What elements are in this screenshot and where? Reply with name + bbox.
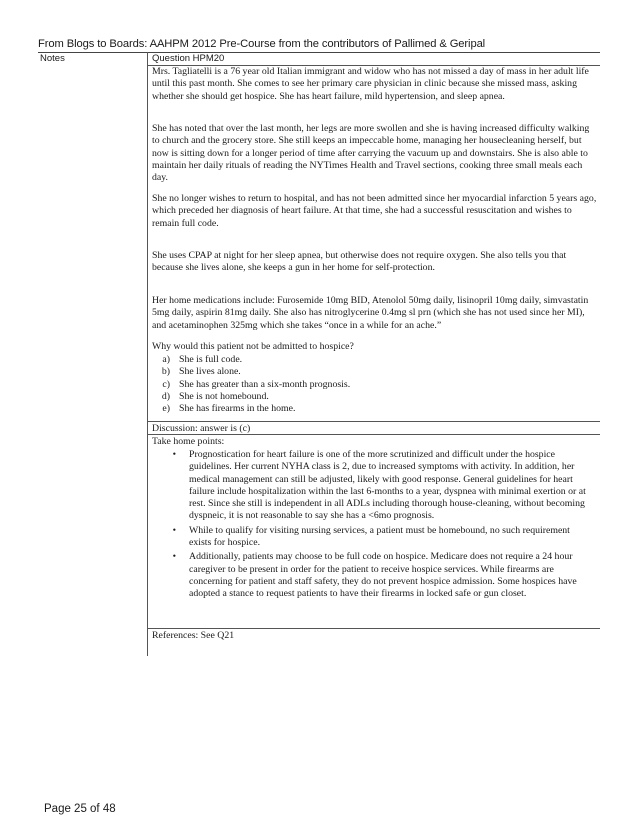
bullet-icon: • [172,551,176,563]
option-letter: b) [161,366,170,378]
option-text: She is full code. [179,354,243,365]
take-home-label: Take home points: [152,436,225,447]
column-divider [147,52,148,656]
notes-column-label: Notes [40,53,65,64]
bullet-icon: • [172,449,176,460]
page-number: Page 25 of 48 [44,803,116,815]
option-letter: a) [162,354,170,365]
document-title: From Blogs to Boards: AAHPM 2012 Pre-Course from the contributors of Pallimed & Geripal [38,38,486,50]
question-text: Why would this patient not be admitted to hospice? [152,341,354,352]
answer-options [152,354,350,415]
option-letter: c) [162,378,170,390]
option-a [152,354,350,366]
take-home-point-1 [152,449,592,523]
case-paragraph-1: Mrs. Tagliatelli is a 76 year old Italian immigrant and widow who has not missed a day of mass in her adult life until this past month. She comes to see her primary care physician in clinic because she missed mass, asking whether she should get hospice. She has heart failure, mild hypertension, and sleep apnea. [152,66,589,102]
point-text: While to qualify for visiting nursing services, a patient must be homebound, no such requirement exists for hospice. [189,524,570,549]
case-paragraph-3: She no longer wishes to return to hospital, and has not been admitted since her myocardial infarction 5 years ago, which preceded her diagnosis of heart failure. At that time, she had a successful resuscitation and wishes to remain full code. [152,193,597,229]
option-text: She is not homebound. [179,390,269,402]
option-text: She has firearms in the home. [179,403,296,415]
case-paragraph-2: She has noted that over the last month, her legs are more swollen and she is having increased difficulty walking to church and the grocery store. She still keeps an impeccable home, managing her housecleaning herself, but now is sitting down for a longer period of time after carrying the vacuum up and downstairs. She is also able to maintain her daily rituals of reading the NYTimes Health and Travel sections, cooking three small meals each day. [152,123,590,184]
question-label: Question HPM20 [152,53,225,64]
references: References: See Q21 [152,630,235,641]
question-content [152,53,598,641]
option-text: She lives alone. [179,366,241,378]
discussion-rule-top [148,421,600,422]
option-d [152,391,350,403]
option-letter: d) [161,390,170,402]
case-paragraph-4: She uses CPAP at night for her sleep apnea, but otherwise does not require oxygen. She also tells you that because she lives alone, she keeps a gun in her home for self-protection. [152,250,567,274]
option-c [152,379,350,391]
option-b [152,366,350,378]
option-e [152,403,350,415]
take-home-points [152,449,592,603]
point-text: Additionally, patients may choose to be full code on hospice. Medicare does not require a 24 hour caregiver to be present in order for the patient to receive hospice services. While firearms are concerning for patient and staff safety, they do not prevent hospice admission. Some hospices have adopted a stance to request patients to have their firearms in locked safe or gun closet. [189,551,577,600]
option-letter: e) [162,403,170,415]
case-paragraph-5: Her home medications include: Furosemide 10mg BID, Atenolol 50mg daily, lisinopril 10mg daily, simvastatin 5mg daily, aspirin 81mg daily. She also has nitroglycerine 0.4mg sl prn (which she has not used since her MI), and acetaminophen 325mg which she takes “once in a while for an ache.” [152,295,589,331]
take-home-point-2 [152,525,592,550]
discussion-answer: Discussion: answer is (c) [152,423,251,434]
option-text: She has greater than a six-month prognosis. [179,378,351,390]
take-home-point-3 [152,551,592,600]
point-text: Prognostication for heart failure is one of the more scrutinized and difficult under the hospice guidelines. Her current NYHA class is 2, due to increased symptoms with activity. In addition, her medical management can still be adjusted, likely with good response. General guidelines for heart failure include hospitalization within the last 6-months to a year, dyspnea with minimal exertion or at rest. Since she still is independent in all ADLs including thorough house-cleaning, without becoming dyspneic, it is not reasonable to say she has a <6mo prognosis. [189,449,586,522]
references-rule [148,628,600,629]
bullet-icon: • [172,524,176,536]
